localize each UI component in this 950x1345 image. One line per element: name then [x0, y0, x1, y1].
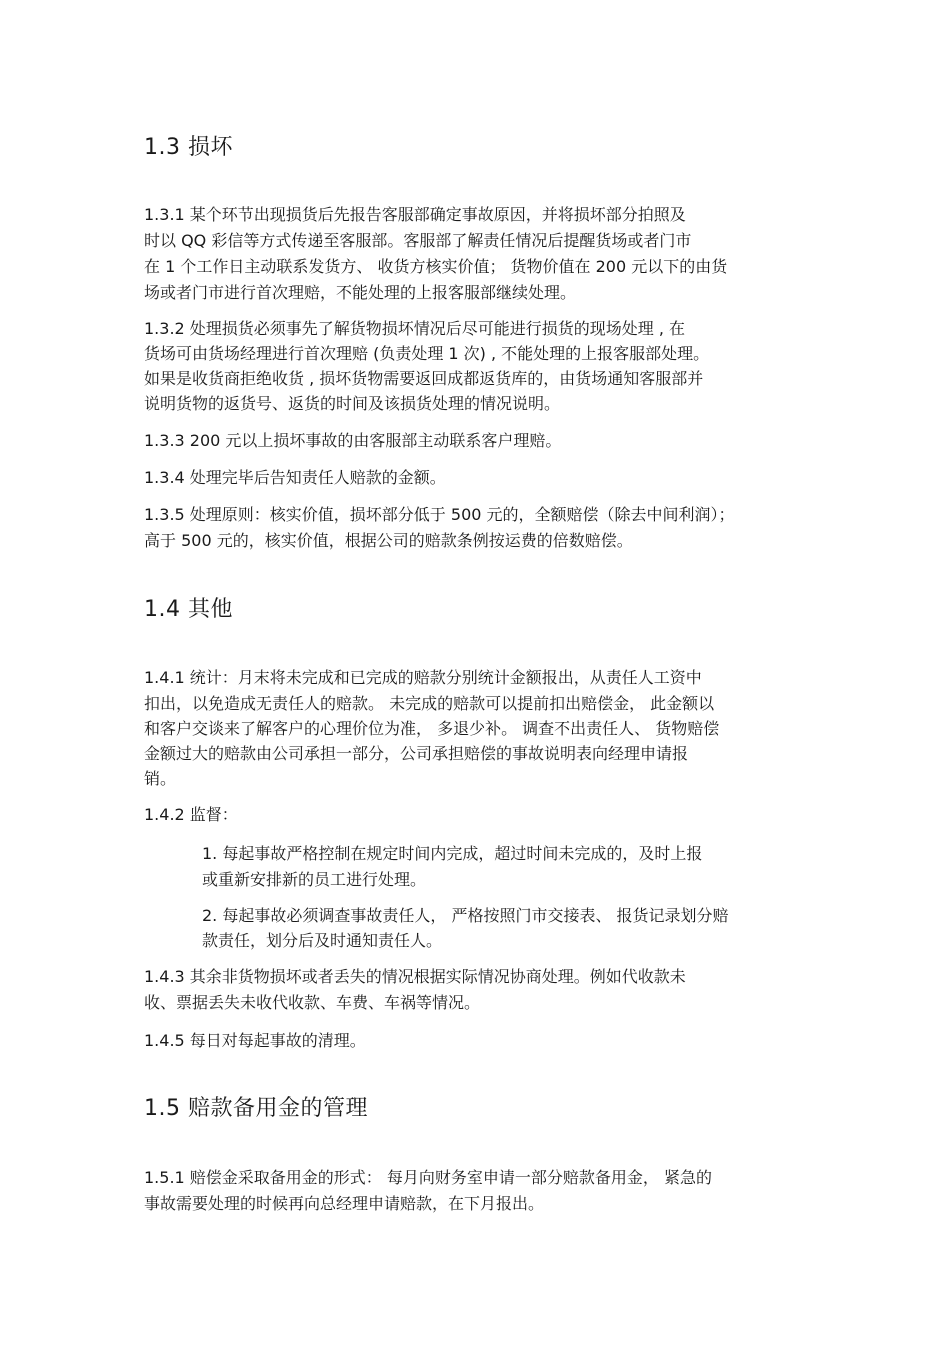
paragraph-1-4-1-line: 金额过大的赔款由公司承担一部分，公司承担赔偿的事故说明表向经理申请报	[144, 744, 689, 763]
list-item-2-line: 款责任，划分后及时通知责任人。	[202, 931, 443, 950]
paragraph-1-4-2: 1.4.2 监督：	[144, 805, 238, 824]
paragraph-1-4-1-line: 销。	[144, 769, 177, 788]
paragraph-1-3-1-line: 1.3.1 某个环节出现损货后先报告客服部确定事故原因，并将损坏部分拍照及	[144, 205, 686, 224]
paragraph-1-4-5: 1.4.5 每日对每起事故的清理。	[144, 1031, 366, 1050]
paragraph-1-3-5-line: 1.3.5 处理原则：核实价值，损坏部分低于 500 元的，全额赔偿（除去中间利润）；	[144, 505, 735, 524]
paragraph-1-3-2-line: 1.3.2 处理损货必须事先了解货物损坏情况后尽可能进行损货的现场处理 , 在	[144, 319, 686, 338]
list-item-1-line: 1. 每起事故严格控制在规定时间内完成，超过时间未完成的，及时上报	[202, 844, 703, 863]
paragraph-1-3-1-line: 场或者门市进行首次理赔，不能处理的上报客服部继续处理。	[144, 283, 577, 302]
paragraph-1-3-1-line: 时以 QQ 彩信等方式传递至客服部。客服部了解责任情况后提醒货场或者门市	[144, 231, 692, 250]
paragraph-1-3-2-line: 说明货物的返货号、返货的时间及该损货处理的情况说明。	[144, 394, 561, 413]
paragraph-1-3-1-line: 在 1 个工作日主动联系发货方、 收货方核实价值； 货物价值在 200 元以下的由货	[144, 257, 728, 276]
section-heading-1-3: 1.3 损坏	[144, 135, 233, 160]
paragraph-1-3-2-line: 货场可由货场经理进行首次理赔 (负责处理 1 次) , 不能处理的上报客服部处理。	[144, 344, 710, 363]
paragraph-1-3-3: 1.3.3 200 元以上损坏事故的由客服部主动联系客户理赔。	[144, 431, 562, 450]
paragraph-1-4-1-line: 和客户交谈来了解客户的心理价位为准， 多退少补。 调查不出责任人、 货物赔偿	[144, 719, 720, 738]
paragraph-1-4-1-line: 扣出，以免造成无责任人的赔款。 未完成的赔款可以提前扣出赔偿金， 此金额以	[144, 694, 715, 713]
section-heading-1-5: 1.5 赔款备用金的管理	[144, 1096, 368, 1121]
section-heading-1-4: 1.4 其他	[144, 597, 233, 622]
list-item-2-line: 2. 每起事故必须调查事故责任人， 严格按照门市交接表、 报货记录划分赔	[202, 906, 729, 925]
paragraph-1-4-3-line: 收、票据丢失未收代收款、车费、车祸等情况。	[144, 993, 481, 1012]
paragraph-1-4-1-line: 1.4.1 统计：月末将未完成和已完成的赔款分别统计金额报出，从责任人工资中	[144, 668, 702, 687]
paragraph-1-3-4: 1.3.4 处理完毕后告知责任人赔款的金额。	[144, 468, 446, 487]
paragraph-1-5-1-line: 1.5.1 赔偿金采取备用金的形式： 每月向财务室申请一部分赔款备用金， 紧急的	[144, 1168, 712, 1187]
paragraph-1-3-5-line: 高于 500 元的，核实价值，根据公司的赔款条例按运费的倍数赔偿。	[144, 531, 633, 550]
paragraph-1-4-3-line: 1.4.3 其余非货物损坏或者丢失的情况根据实际情况协商处理。例如代收款未	[144, 967, 686, 986]
paragraph-1-5-1-line: 事故需要处理的时候再向总经理申请赔款，在下月报出。	[144, 1194, 545, 1213]
paragraph-1-3-2-line: 如果是收货商拒绝收货 , 损坏货物需要返回成都返货库的，由货场通知客服部并	[144, 369, 704, 388]
list-item-1-line: 或重新安排新的员工进行处理。	[202, 870, 427, 889]
